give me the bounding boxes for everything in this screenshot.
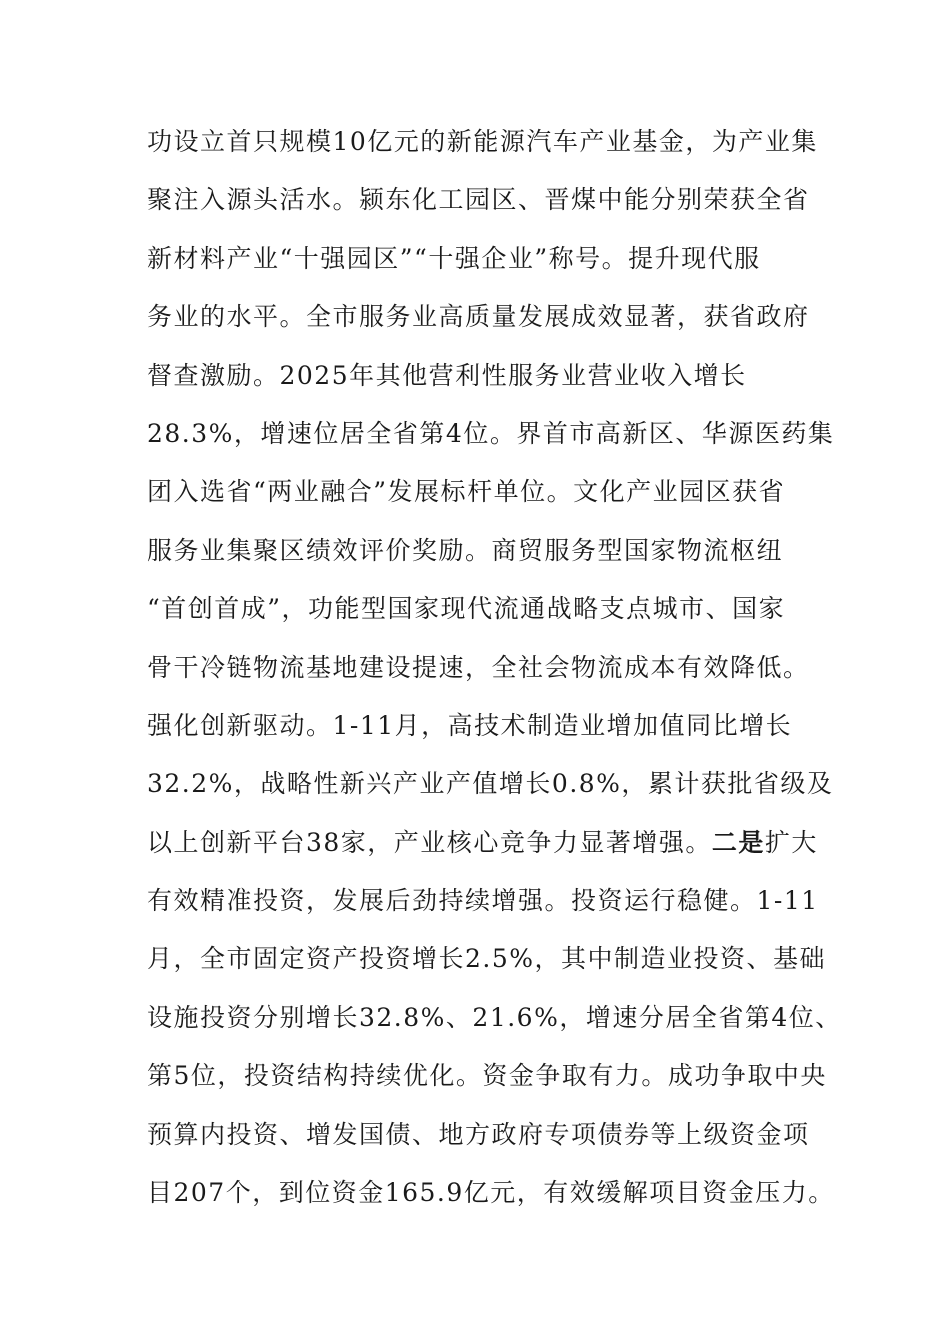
text-line: 设施投资分别增长32.8%、21.6%，增速分居全省第4位、 [147,1002,842,1032]
body-text [147,118,842,1227]
text-line: 服务业集聚区绩效评价奖励。商贸服务型国家物流枢纽 [147,535,784,565]
text-line: 月，全市固定资产投资增长2.5%，其中制造业投资、基础 [147,944,827,974]
text-line: 骨干冷链物流基地建设提速，全社会物流成本有效降低。 [147,652,810,682]
text-line: 团入选省“两业融合”发展标杆单位。文化产业园区获省 [147,477,786,507]
bold-ordinal-marker: 二是 [711,827,765,857]
text-segment: 扩大 [764,827,818,857]
text-line-with-bold [147,819,827,877]
text-line: 预算内投资、增发国债、地方政府专项债券等上级资金项 [147,1119,810,1149]
text-line: 目207个，到位资金165.9亿元，有效缓解项目资金压力。 [147,1178,835,1208]
text-line: 务业的水平。全市服务业高质量发展成效显著，获省政府 [147,302,810,332]
text-line: “首创首成”，功能型国家现代流通战略支点城市、国家 [147,594,786,624]
text-line: 28.3%，增速位居全省第4位。界首市高新区、华源医药集 [147,418,835,448]
text-line: 聚注入源头活水。颍东化工园区、晋煤中能分别荣获全省 [147,185,810,215]
text-line: 第5位，投资结构持续优化。资金争取有力。成功争取中央 [147,1061,827,1091]
text-segment: 以上创新平台38家，产业核心竞争力显著增强。 [147,827,712,857]
text-line: 新材料产业“十强园区”“十强企业”称号。提升现代服 [147,243,761,273]
text-line: 督查激励。2025年其他营利性服务业营业收入增长 [147,360,747,390]
text-line: 强化创新驱动。1-11月，高技术制造业增加值同比增长 [147,710,793,740]
text-line: 功设立首只规模10亿元的新能源汽车产业基金，为产业集 [147,127,818,156]
text-line: 有效精准投资，发展后劲持续增强。投资运行稳健。1-11 [147,886,819,916]
text-line: 32.2%，战略性新兴产业产值增长0.8%，累计获批省级及 [147,769,834,799]
